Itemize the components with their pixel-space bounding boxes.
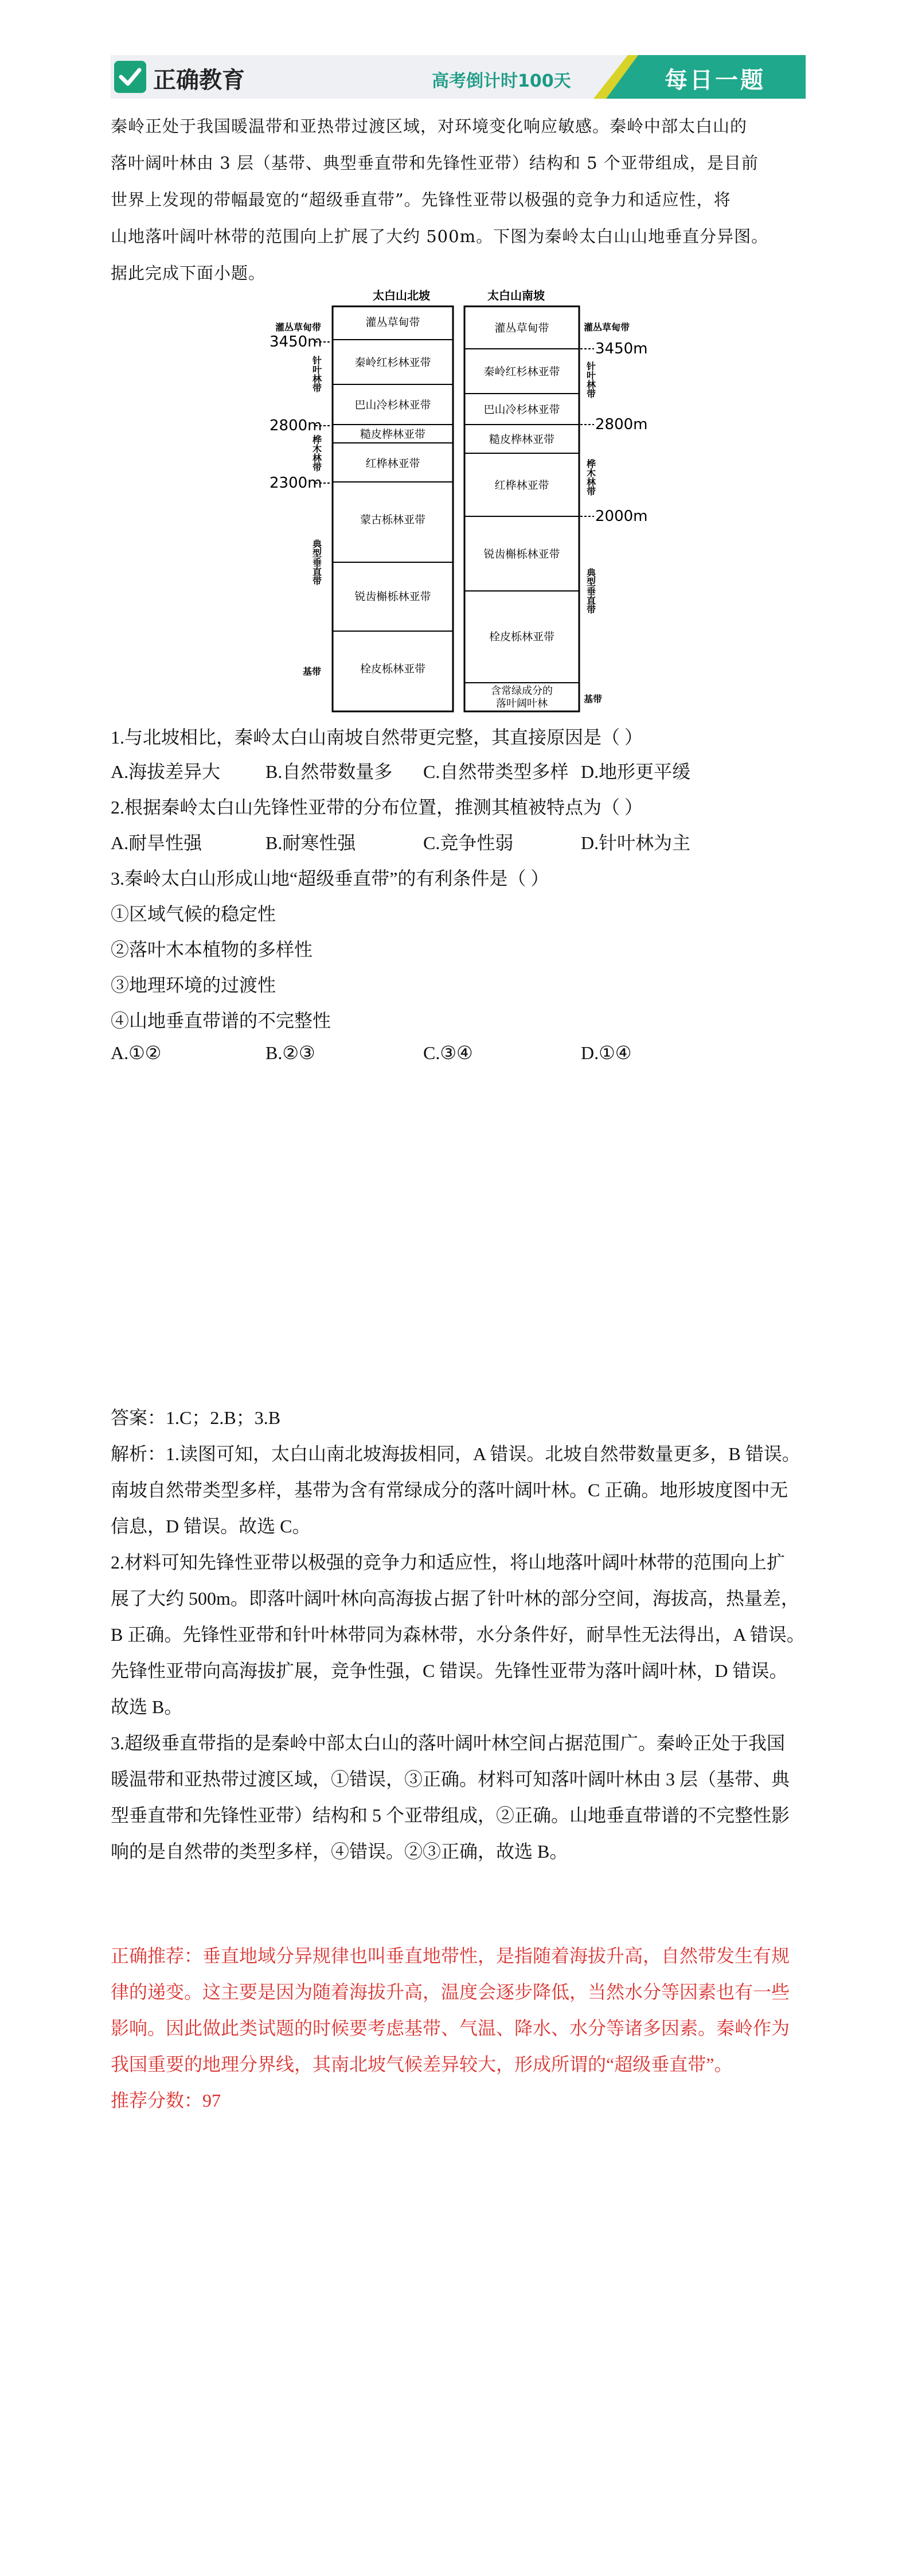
- explanation-line: 故选 B。: [111, 1696, 183, 1717]
- south-zone-label: 红桦林亚带: [494, 479, 549, 492]
- explanation-line: 3.超级垂直带指的是秦岭中部太白山的落叶阔叶林空间占据范围广。秦岭正处于我国: [111, 1733, 786, 1753]
- q3-option-d[interactable]: D.①④: [581, 1042, 632, 1063]
- explanation-line: 信息，D 错误。故选 C。: [111, 1516, 311, 1536]
- right-belt-label: 基带: [584, 694, 603, 705]
- q2-option-c[interactable]: C.竞争性弱: [423, 832, 514, 853]
- south-slope-title: 太白山南坡: [487, 289, 545, 302]
- answer-explanation: [111, 1400, 822, 1870]
- question-3: 3.秦岭太白山形成山地“超级垂直带”的有利条件是（ ）: [111, 868, 549, 889]
- question-1: 1.与北坡相比，秦岭太白山南坡自然带更完整，其直接原因是（ ）: [111, 727, 643, 748]
- passage-line: 据此完成下面小题。: [111, 263, 266, 283]
- explanation-line: 暖温带和亚热带过渡区域，①错误，③正确。材料可知落叶阔叶林由 3 层（基带、典: [111, 1769, 790, 1789]
- q3-statement: ①区域气候的稳定性: [111, 904, 276, 924]
- q3-option-a[interactable]: A.①②: [111, 1042, 162, 1063]
- south-zone-label: 糙皮桦林亚带: [489, 433, 555, 446]
- question-passage: [111, 108, 806, 291]
- explanation-line: 响的是自然带的类型多样，④错误。②③正确，故选 B。: [111, 1841, 568, 1862]
- passage-line: 山地落叶阔叶林带的范围向上扩展了大约 500m。下图为秦岭太白山山地垂直分异图。: [111, 227, 769, 246]
- recommendation: [111, 1938, 822, 2119]
- right-belt-label: 灌丛草甸带: [584, 322, 630, 333]
- page-header: [111, 55, 806, 99]
- recommend-line: 影响。因此做此类试题的时候要考虑基带、气温、降水、水分等诸多因素。秦岭作为: [111, 2018, 790, 2038]
- left-belt-label: 典型垂直带: [311, 539, 322, 585]
- q3-option-c[interactable]: C.③④: [423, 1042, 473, 1063]
- north-altitude-label: 2300m: [270, 474, 322, 492]
- south-altitude-label: 3450m: [595, 340, 648, 357]
- q2-option-b[interactable]: B.耐寒性强: [265, 832, 356, 853]
- south-zone-label: 落叶阔叶林: [496, 698, 548, 710]
- south-altitude-label: 2000m: [595, 508, 648, 525]
- south-zone-label: 灌丛草甸带: [494, 322, 549, 334]
- explanation-line: 2.材料可知先锋性亚带以极强的竞争力和适应性，将山地落叶阔叶林带的范围向上扩: [111, 1552, 786, 1573]
- q3-statement: ④山地垂直带谱的不完整性: [111, 1010, 331, 1031]
- recommend-line: 正确推荐：垂直地域分异规律也叫垂直地带性，是指随着海拔升高，自然带发生有规: [111, 1945, 790, 1966]
- passage-line: 秦岭正处于我国暖温带和亚热带过渡区域，对环境变化响应敏感。秦岭中部太白山的: [111, 116, 748, 136]
- q3-statement: ②落叶木本植物的多样性: [111, 939, 313, 960]
- recommend-score: 推荐分数：97: [111, 2090, 221, 2111]
- north-zone-label: 巴山冷杉林亚带: [354, 399, 431, 411]
- north-altitude-label: 2800m: [270, 417, 322, 434]
- north-zone-label: 蒙古栎林亚带: [360, 513, 426, 526]
- q1-option-b[interactable]: B.自然带数量多: [265, 761, 393, 782]
- south-zone-label: 巴山冷杉林亚带: [483, 403, 560, 416]
- explanation-line: B 正确。先锋性亚带和针叶林带同为森林带，水分条件好，耐旱性无法得出，A 错误。: [111, 1624, 805, 1645]
- explanation-line: 型垂直带和先锋性亚带）结构和 5 个亚带组成，②正确。山地垂直带谱的不完整性影: [111, 1805, 790, 1826]
- right-belt-label: 桦木林带: [585, 459, 596, 496]
- explanation-line: 南坡自然带类型多样，基带为含有常绿成分的落叶阔叶林。C 正确。地形坡度图中无: [111, 1480, 788, 1500]
- passage-line: 落叶阔叶林由 3 层（基带、典型垂直带和先锋性亚带）结构和 5 个亚带组成，是目前: [111, 153, 759, 173]
- explanation-line: 先锋性亚带向高海拔扩展，竞争性强，C 错误。先锋性亚带为落叶阔叶林，D 错误。: [111, 1660, 788, 1681]
- vertical-zonation-diagram: [270, 287, 648, 711]
- recommend-line: 我国重要的地理分界线，其南北坡气候差异较大，形成所谓的“超级垂直带”。: [111, 2054, 733, 2075]
- north-zone-label: 红桦林亚带: [365, 457, 420, 470]
- north-zone-label: 栓皮栎林亚带: [360, 663, 426, 675]
- recommend-line: 律的递变。这主要是因为随着海拔升高，温度会逐步降低，当然水分等因素也有一些: [111, 1982, 790, 2002]
- south-altitude-label: 2800m: [595, 416, 648, 433]
- q3-statement: ③地理环境的过渡性: [111, 975, 276, 995]
- south-zone-label: 秦岭红杉林亚带: [483, 365, 560, 378]
- q2-option-a[interactable]: A.耐旱性强: [111, 832, 202, 853]
- north-zone-label: 灌丛草甸带: [365, 316, 420, 329]
- left-belt-label: 基带: [302, 666, 321, 677]
- right-belt-label: 针叶林带: [585, 361, 596, 398]
- south-zone-label: 含常绿成分的: [491, 685, 553, 697]
- left-belt-label: 灌丛草甸带: [275, 322, 321, 333]
- north-slope-title: 太白山北坡: [373, 289, 430, 302]
- q3-option-b[interactable]: B.②③: [265, 1042, 315, 1063]
- north-altitude-label: 3450m: [270, 333, 322, 351]
- q1-option-d[interactable]: D.地形更平缓: [581, 761, 691, 782]
- left-belt-label: 桦木林带: [311, 435, 322, 472]
- countdown-label: 高考倒计时100天: [432, 71, 571, 91]
- brand-name: 正确教育: [153, 67, 245, 94]
- north-zone-label: 秦岭红杉林亚带: [354, 356, 431, 369]
- question-block: [111, 723, 806, 1067]
- question-2: 2.根据秦岭太白山先锋性亚带的分布位置，推测其植被特点为（ ）: [111, 797, 643, 818]
- answer-line: 答案：1.C；2.B；3.B: [111, 1407, 281, 1428]
- north-zone-label: 锐齿槲栎林亚带: [354, 590, 431, 603]
- explanation-line: 展了大约 500m。即落叶阔叶林向高海拔占据了针叶林的部分空间，海拔高，热量差，: [111, 1588, 799, 1609]
- explanation-line: 解析：1.读图可知，太白山南北坡海拔相同，A 错误。北坡自然带数量更多，B 错误。: [111, 1443, 800, 1464]
- check-logo-icon: [114, 61, 146, 93]
- south-zone-label: 栓皮栎林亚带: [489, 631, 555, 643]
- left-belt-label: 针叶林带: [311, 356, 322, 392]
- right-belt-label: 典型垂直带: [585, 568, 596, 614]
- south-zone-label: 锐齿槲栎林亚带: [483, 548, 560, 561]
- q1-option-a[interactable]: A.海拔差异大: [111, 761, 221, 782]
- passage-line: 世界上发现的带幅最宽的“超级垂直带”。先锋性亚带以极强的竞争力和适应性，将: [111, 190, 731, 209]
- q2-option-d[interactable]: D.针叶林为主: [581, 832, 691, 853]
- north-zone-label: 糙皮桦林亚带: [360, 428, 426, 441]
- q1-option-c[interactable]: C.自然带类型多样: [423, 761, 569, 782]
- daily-title: 每日一题: [665, 67, 766, 94]
